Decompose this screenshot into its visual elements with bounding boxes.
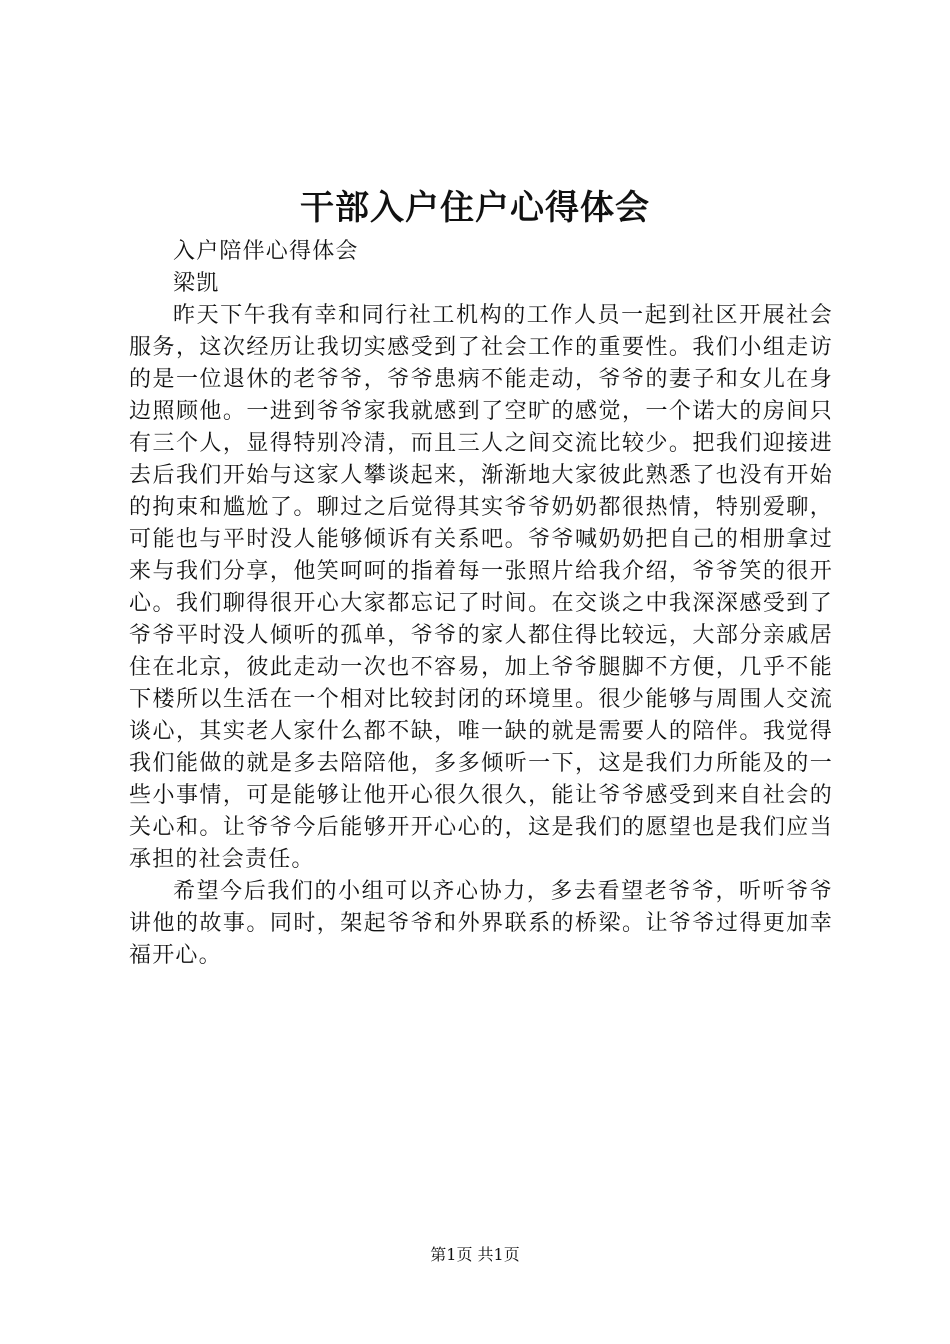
document-author: 梁凯 [173, 271, 220, 296]
body-paragraph: 希望今后我们的小组可以齐心协力，多去看望老爷爷，听听爷爷讲他的故事。同时，架起爷爷和外界联系的桥梁。让爷爷过得更加幸福开心。 [129, 879, 833, 968]
body-paragraph: 昨天下午我有幸和同行社工机构的工作人员一起到社区开展社会服务，这次经历让我切实感受到了社会工作的重要性。我们小组走访的是一位退休的老爷爷，爷爷患病不能走动，爷爷的妻子和女儿在身边照顾他。一进到爷爷家我就感到了空旷的感觉，一个诺大的房间只有三个人，显得特别冷清，而且三人之间交流比较少。把我们迎接进去后我们开始与这家人攀谈起来，渐渐地大家彼此熟悉了也没有开始的拘束和尴尬了。聊过之后觉得其实爷爷奶奶都很热情，特别爱聊，可能也与平时没人能够倾诉有关系吧。爷爷喊奶奶把自己的相册拿过来与我们分享，他笑呵呵的指着每一张照片给我介绍，爷爷笑的很开心。我们聊得很开心大家都忘记了时间。在交谈之中我深深感受到了爷爷平时没人倾听的孤单，爷爷的家人都住得比较远，大部分亲戚居住在北京，彼此走动一次也不容易，加上爷爷腿脚不方便，几乎不能下楼所以生活在一个相对比较封闭的环境里。很少能够与周围人交流谈心，其实老人家什么都不缺，唯一缺的就是需要人的陪伴。我觉得我们能做的就是多去陪陪他，多多倾听一下，这是我们力所能及的一些小事情，可是能够让他开心很久很久，能让爷爷感受到来自社会的关心和。让爷爷今后能够开开心心的，这是我们的愿望也是我们应当承担的社会责任。 [129, 303, 833, 872]
document-subtitle: 入户陪伴心得体会 [173, 239, 359, 264]
document-body [129, 236, 833, 972]
document-title: 干部入户住户心得体会 [300, 188, 650, 228]
page-number-footer: 第1页 共1页 [430, 1245, 520, 1264]
